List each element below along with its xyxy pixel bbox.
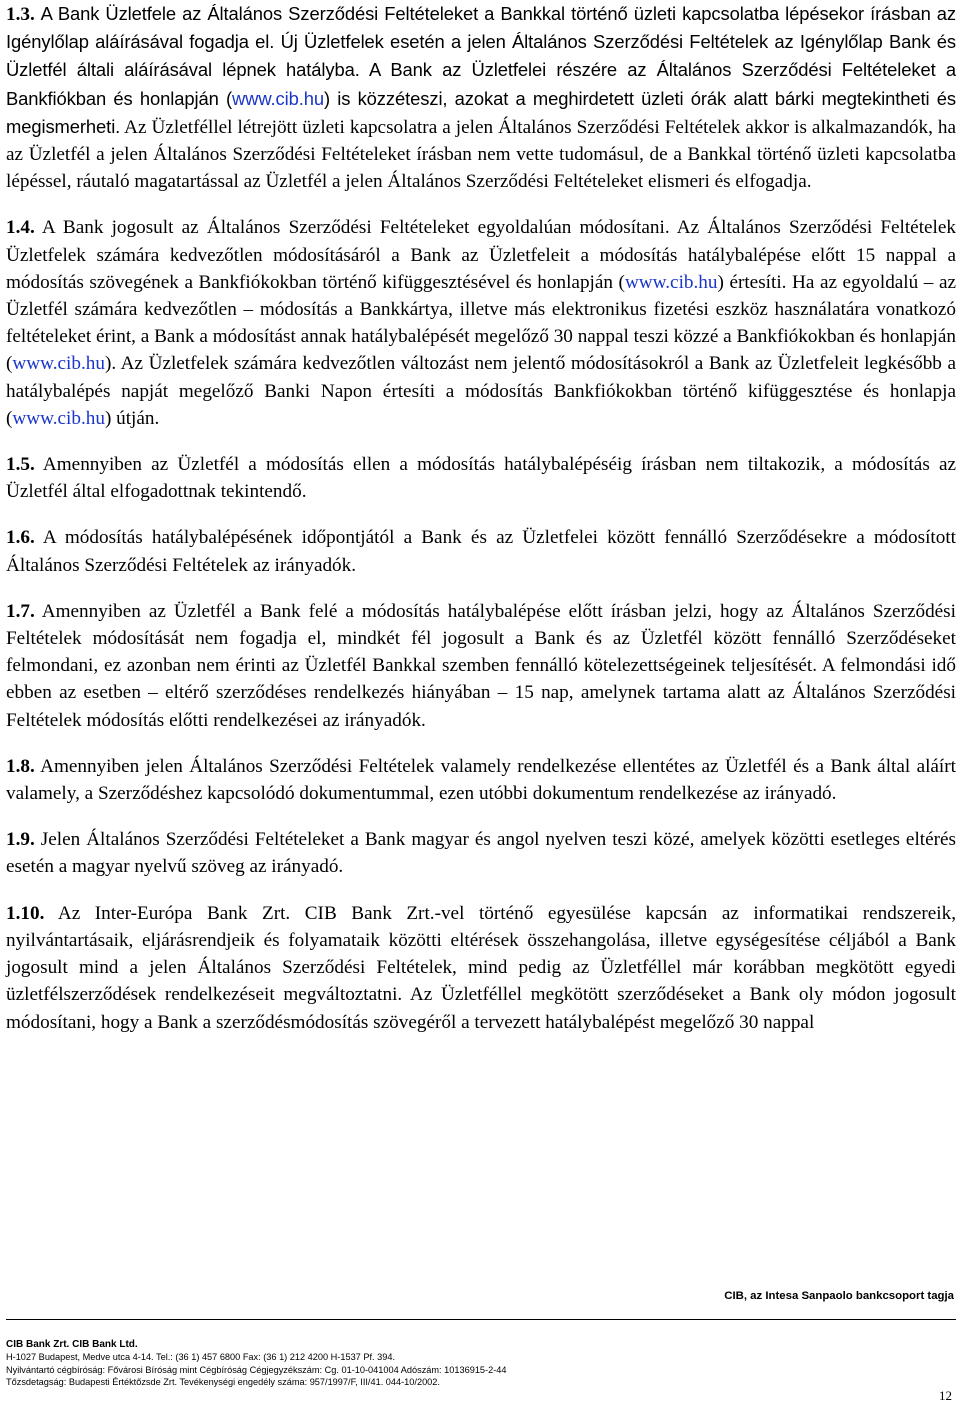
paragraph-text: A Bank jogosult az Általános Szerződési Feltételeket egyoldalúan módosítani. Az Általános Szerződési Feltételek Üzletfelek számára kedvezőtlen módosításáról a Bank az Üzletfeleit a módosítás hatálybalépése előtt 15 nappal a módosítás szövegének a Bankfiókokban történő kifüggesztésével és honlapján ( (6, 217, 956, 293)
paragraph-1-9 (6, 826, 956, 880)
section-number: 1.7. (6, 600, 35, 622)
paragraph-text: ) útján. (104, 407, 160, 429)
document-body (6, 0, 956, 1055)
section-number: 1.4. (6, 217, 35, 239)
paragraph-1-5 (6, 451, 956, 505)
footer-company-name: CIB Bank Zrt. CIB Bank Ltd. (6, 1339, 138, 1350)
group-tagline: CIB, az Intesa Sanpaolo bankcsoport tagja (724, 1290, 954, 1302)
paragraph-text: Amennyiben jelen Általános Szerződési Feltételek valamely rendelkezése ellentétes az Üzletfél és a Bank által aláírt valamely, a Szerződéshez kapcsolódó dokumentummal, ezen utóbbi dokumentum rendelkezése az irányadó. (6, 755, 956, 805)
paragraph-1-8 (6, 753, 956, 807)
paragraph-1-4 (6, 214, 956, 432)
section-number: 1.6. (6, 527, 35, 549)
paragraph-text: ) értesíti. Ha az egyoldalú – az Üzletfél számára kedvezőtlen – módosítás a Bankkártya, illetve más elektronikus fizetési eszköz használatára vonatkozó feltételeket érint, a Bank a módosítást annak hatálybalépését megelőző 30 nappal teszi közzé a Bankfiókokban és honlapján ( (6, 271, 956, 375)
paragraph-1-6 (6, 524, 956, 578)
paragraph-text: Amennyiben az Üzletfél a módosítás ellen a módosítás hatálybalépéséig írásban nem tiltakozik, a módosítás az Üzletfél által elfogadottnak tekintendő. (6, 454, 956, 503)
paragraph-text: Jelen Általános Szerződési Feltételeket a Bank magyar és angol nyelven teszi közé, amelyek közötti esetleges eltérés esetén a magyar nyelvű szöveg az irányadó. (6, 829, 956, 878)
paragraph-text: ). Az Üzletfelek számára kedvezőtlen változást nem jelentő módosításokról a Bank az Üzletfeleit legkésőbb a hatálybalépés napját megelőző Banki Napon értesíti a módosítás Bankfiókokban történő kifüggesztése és honlapja ( (6, 353, 956, 429)
paragraph-1-3 (6, 0, 956, 195)
website-link[interactable]: www.cib.hu (12, 407, 105, 429)
section-number: 1.9. (6, 829, 35, 851)
paragraph-text: Az Inter-Európa Bank Zrt. CIB Bank Zrt.-vel történő egyesülése kapcsán az informatikai rendszereik, nyilvántartásaik, eljárásrendjeik és folyamataik közötti eltérések összehangolása, illetve egységesítése céljából a Bank jogosult mind a jelen Általános Szerződési Feltételek, mind pedig az Üzletféllel már korábban megkötött egyedi üzletfélszerződések rendelkezéseit megváltoztatni. Az Üzletféllel megkötött szerződéseket a Bank oly módon jogosult módosítani, hogy a Bank a szerződésmódosítás szövegéről a tervezett hatálybalépést megelőző 30 nappal (6, 902, 956, 1033)
paragraph-text: Amennyiben az Üzletfél a Bank felé a módosítás hatálybalépése előtt írásban jelzi, hogy az Általános Szerződési Feltételek módosítását nem fogadja el, mindkét fél jogosult a Bank és az Üzletfél között fennálló Szerződéseket felmondani, ez azonban nem érinti az Üzletfél Bankkal szemben fennálló kötelezettségeinek teljesítését. A felmondási idő ebben az esetben – eltérő szerződéses rendelkezés hiányában – 15 nap, amelynek tartama alatt az Általános Szerződési Feltételek módosítás előtti rendelkezései az irányadók. (6, 600, 956, 731)
section-number: 1.5. (6, 454, 35, 476)
paragraph-text: ) is közzéteszi, azokat a meghirdetett üzleti órák alatt bárki megtekintheti és megismerheti. (6, 87, 957, 137)
paragraph-text: A Bank Üzletfele az Általános Szerződési Feltételeket a Bankkal történő üzleti kapcsolatba lépésekor írásban az Igénylőlap aláírásával fogadja el. Új Üzletfelek esetén a jelen Általános Szerződési Feltételek az Igénylőlap Bank és Üzletfél általi aláírásával lépnek hatályba. A Bank az Üzletfelei részére az Általános Szerződési Feltételeket a Bankfiókban és honlapján ( (6, 3, 956, 109)
footer-registry: Nyilvántartó cégbíróság: Fővárosi Bíróság mint Cégbíróság Cégjegyzékszám: Cg. 01-10-041004 Adószám: 10136915-2-44 (6, 1364, 507, 1375)
website-link[interactable]: www.cib.hu (231, 87, 324, 109)
section-number: 1.10. (6, 902, 45, 924)
section-number: 1.3. (6, 4, 35, 25)
paragraph-1-7 (6, 598, 956, 734)
page-footer (6, 1339, 506, 1389)
paragraph-text: Az Üzletféllel létrejött üzleti kapcsolatra a jelen Általános Szerződési Feltételek akkor is alkalmazandók, ha az Üzletfél a jelen Általános Szerződési Feltételeket írásban nem vette tudomásul, de a Bankkal történő üzleti kapcsolatba lépéssel, ráutaló magatartással az Üzletfél a jelen Általános Szerződési Feltételeket elismeri és elfogadja. (6, 116, 956, 193)
page-number: 12 (939, 1388, 952, 1403)
paragraph-1-10 (6, 900, 956, 1036)
paragraph-text: A módosítás hatálybalépésének időpontjától a Bank és az Üzletfelei között fennálló Szerződésekre a módosított Általános Szerződési Feltételek az irányadók. (6, 527, 956, 576)
website-link[interactable]: www.cib.hu (624, 271, 718, 293)
section-number: 1.8. (6, 755, 35, 777)
footer-address: H-1027 Budapest, Medve utca 4-14. Tel.: (36 1) 457 6800 Fax: (36 1) 212 4200 H-1537 Pf. 394. (6, 1352, 396, 1363)
footer-divider (6, 1319, 956, 1320)
footer-exchange: Tőzsdetagság: Budapesti Értéktőzsde Zrt. Tevékenységi engedély száma: 957/1997/F, III/41. 044-10/2002. (6, 1377, 440, 1388)
website-link[interactable]: www.cib.hu (12, 353, 105, 375)
